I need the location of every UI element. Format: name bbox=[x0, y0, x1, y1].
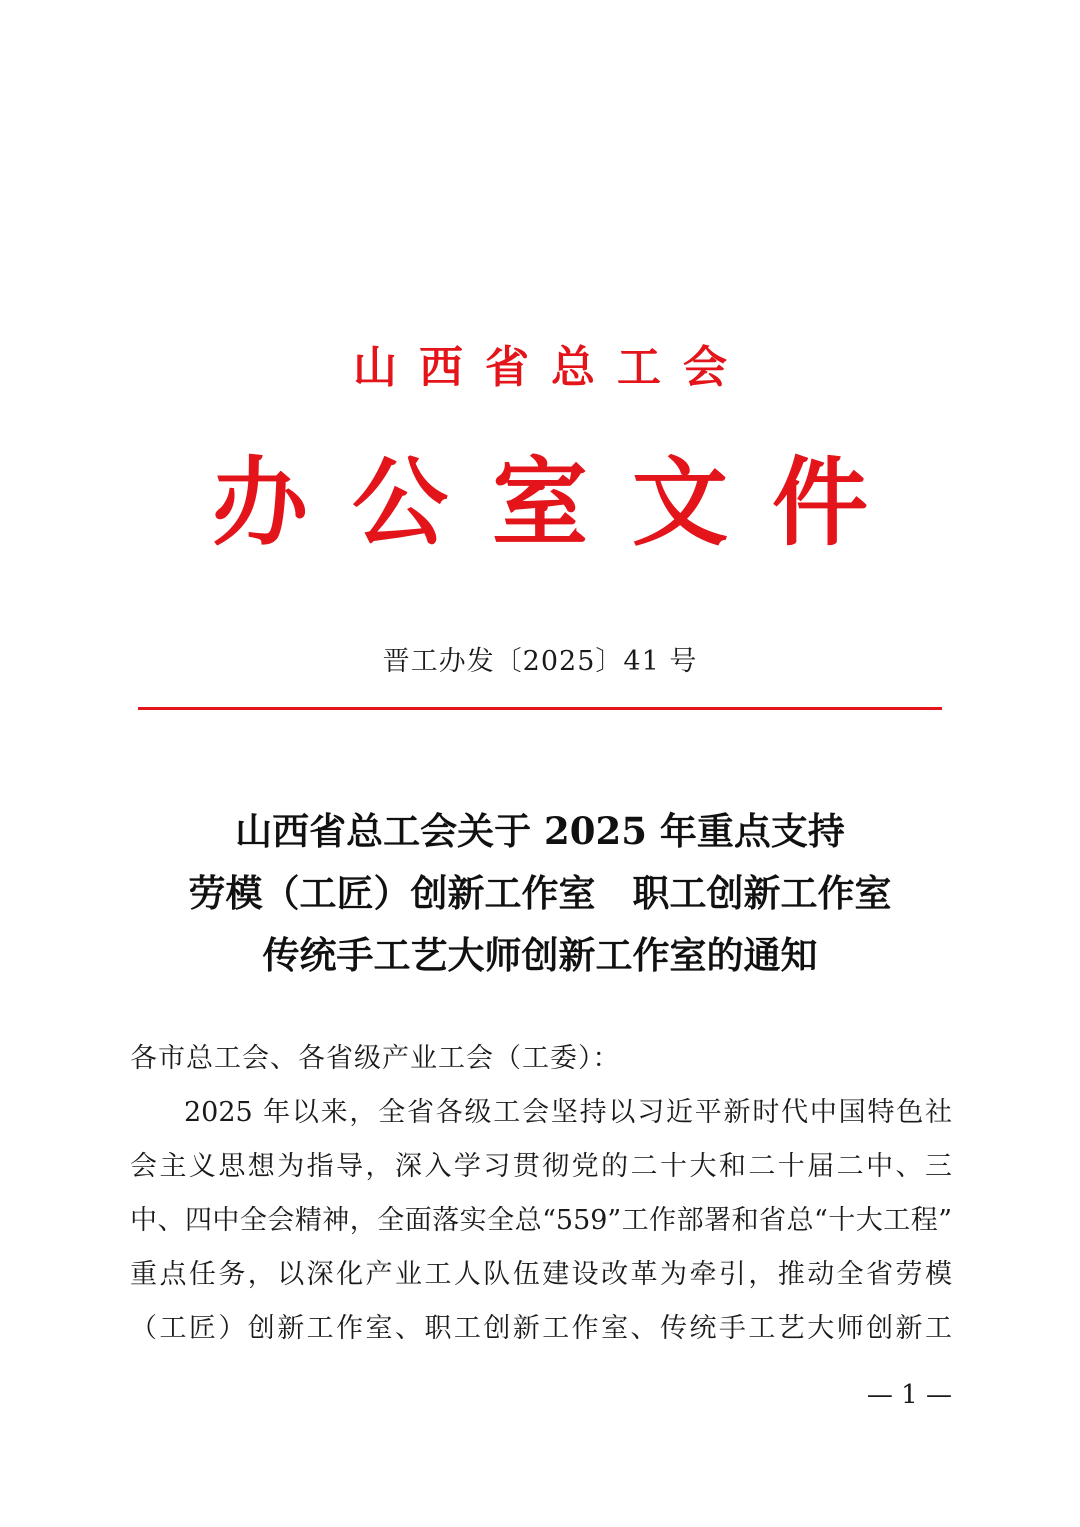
document-type-heading: 办公室文件 bbox=[212, 446, 912, 559]
body-text-line-2: 会主义思想为指导，深入学习贯彻党的二十大和二十届二中、三 bbox=[130, 1151, 952, 1182]
document-number: 晋工办发〔2025〕41 号 bbox=[382, 646, 698, 677]
notice-title bbox=[100, 800, 980, 986]
notice-title-line-1: 山西省总工会关于 2025 年重点支持 bbox=[235, 809, 845, 853]
issuer-name: 山西省总工会 bbox=[353, 342, 749, 393]
body-text-line-1: 2025 年以来，全省各级工会坚持以习近平新时代中国特色社 bbox=[184, 1097, 952, 1128]
notice-title-line-3: 传统手工艺大师创新工作室的通知 bbox=[262, 933, 818, 977]
body-text-line-4: 重点任务，以深化产业工人队伍建设改革为牵引，推动全省劳模 bbox=[130, 1259, 952, 1290]
addressee-line: 各市总工会、各省级产业工会（工委）： bbox=[130, 1043, 621, 1074]
notice-title-line-2: 劳模（工匠）创新工作室 职工创新工作室 bbox=[188, 871, 892, 915]
red-separator-line bbox=[138, 707, 942, 710]
page-number: — 1 — bbox=[866, 1380, 952, 1410]
body-text-line-5: （工匠）创新工作室、职工创新工作室、传统手工艺大师创新工 bbox=[130, 1313, 952, 1344]
body-text-line-3: 中、四中全会精神，全面落实全总“559”工作部署和省总“十大工程” bbox=[130, 1205, 952, 1236]
